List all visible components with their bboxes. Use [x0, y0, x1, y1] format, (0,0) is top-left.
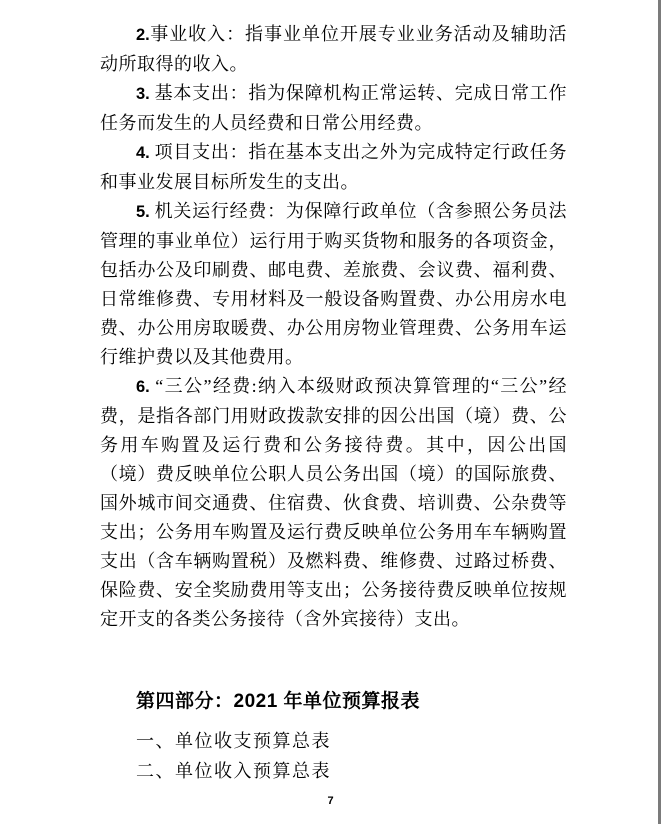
list-number: 5.	[136, 203, 155, 221]
paragraph-text: “三公”经费:纳入本级财政预决算管理的“三公”经费，是指各部门用财政拨款安排的因公出国（境）费、公务用车购置及运行费和公务接待费。其中，因公出国（境）费反映单位公职人员公务出国（境）的国际旅费、国外城市间交通费、住宿费、伙食费、培训费、公杂费等支出；公务用车购置及运行费反映单位公务用车车辆购置支出（含车辆购置税）及燃料费、维修费、过路过桥费、保险费、安全奖励费用等支出；公务接待费反映单位按规定开支的各类公务接待（含外宾接待）支出。	[100, 376, 567, 629]
list-number: 3.	[136, 85, 155, 103]
toc-item-income-expenditure-summary: 一、单位收支预算总表	[136, 731, 331, 751]
list-number: 2.	[136, 26, 150, 44]
list-number: 4.	[136, 144, 155, 162]
list-number: 6.	[136, 378, 156, 396]
paragraph-text: 基本支出：指为保障机构正常运转、完成日常工作任务而发生的人员经费和日常公用经费。	[100, 83, 567, 133]
page-number: 7	[327, 795, 334, 807]
paragraph-three-public-funds	[100, 372, 567, 634]
paragraph-basic-expenditure	[100, 79, 567, 138]
section-heading: 第四部分：2021 年单位预算报表	[136, 691, 421, 712]
paragraph-operating-income	[100, 20, 567, 79]
paragraph-agency-operating-funds	[100, 197, 567, 372]
page-content	[100, 20, 567, 786]
toc-item-income-summary: 二、单位收入预算总表	[136, 761, 331, 781]
paragraph-project-expenditure	[100, 138, 567, 197]
paragraph-text: 项目支出：指在基本支出之外为完成特定行政任务和事业发展目标所发生的支出。	[100, 142, 567, 192]
paragraph-text: 事业收入：指事业单位开展专业业务活动及辅助活动所取得的收入。	[100, 24, 567, 74]
paragraph-text: 机关运行经费：为保障行政单位（含参照公务员法管理的事业单位）运行用于购买货物和服务的各项资金，包括办公及印刷费、邮电费、差旅费、会议费、福利费、日常维修费、专用材料及一般设备购置费、办公用房水电费、办公用房取暖费、办公用房物业管理费、公务用车运行维护费以及其他费用。	[100, 201, 567, 367]
